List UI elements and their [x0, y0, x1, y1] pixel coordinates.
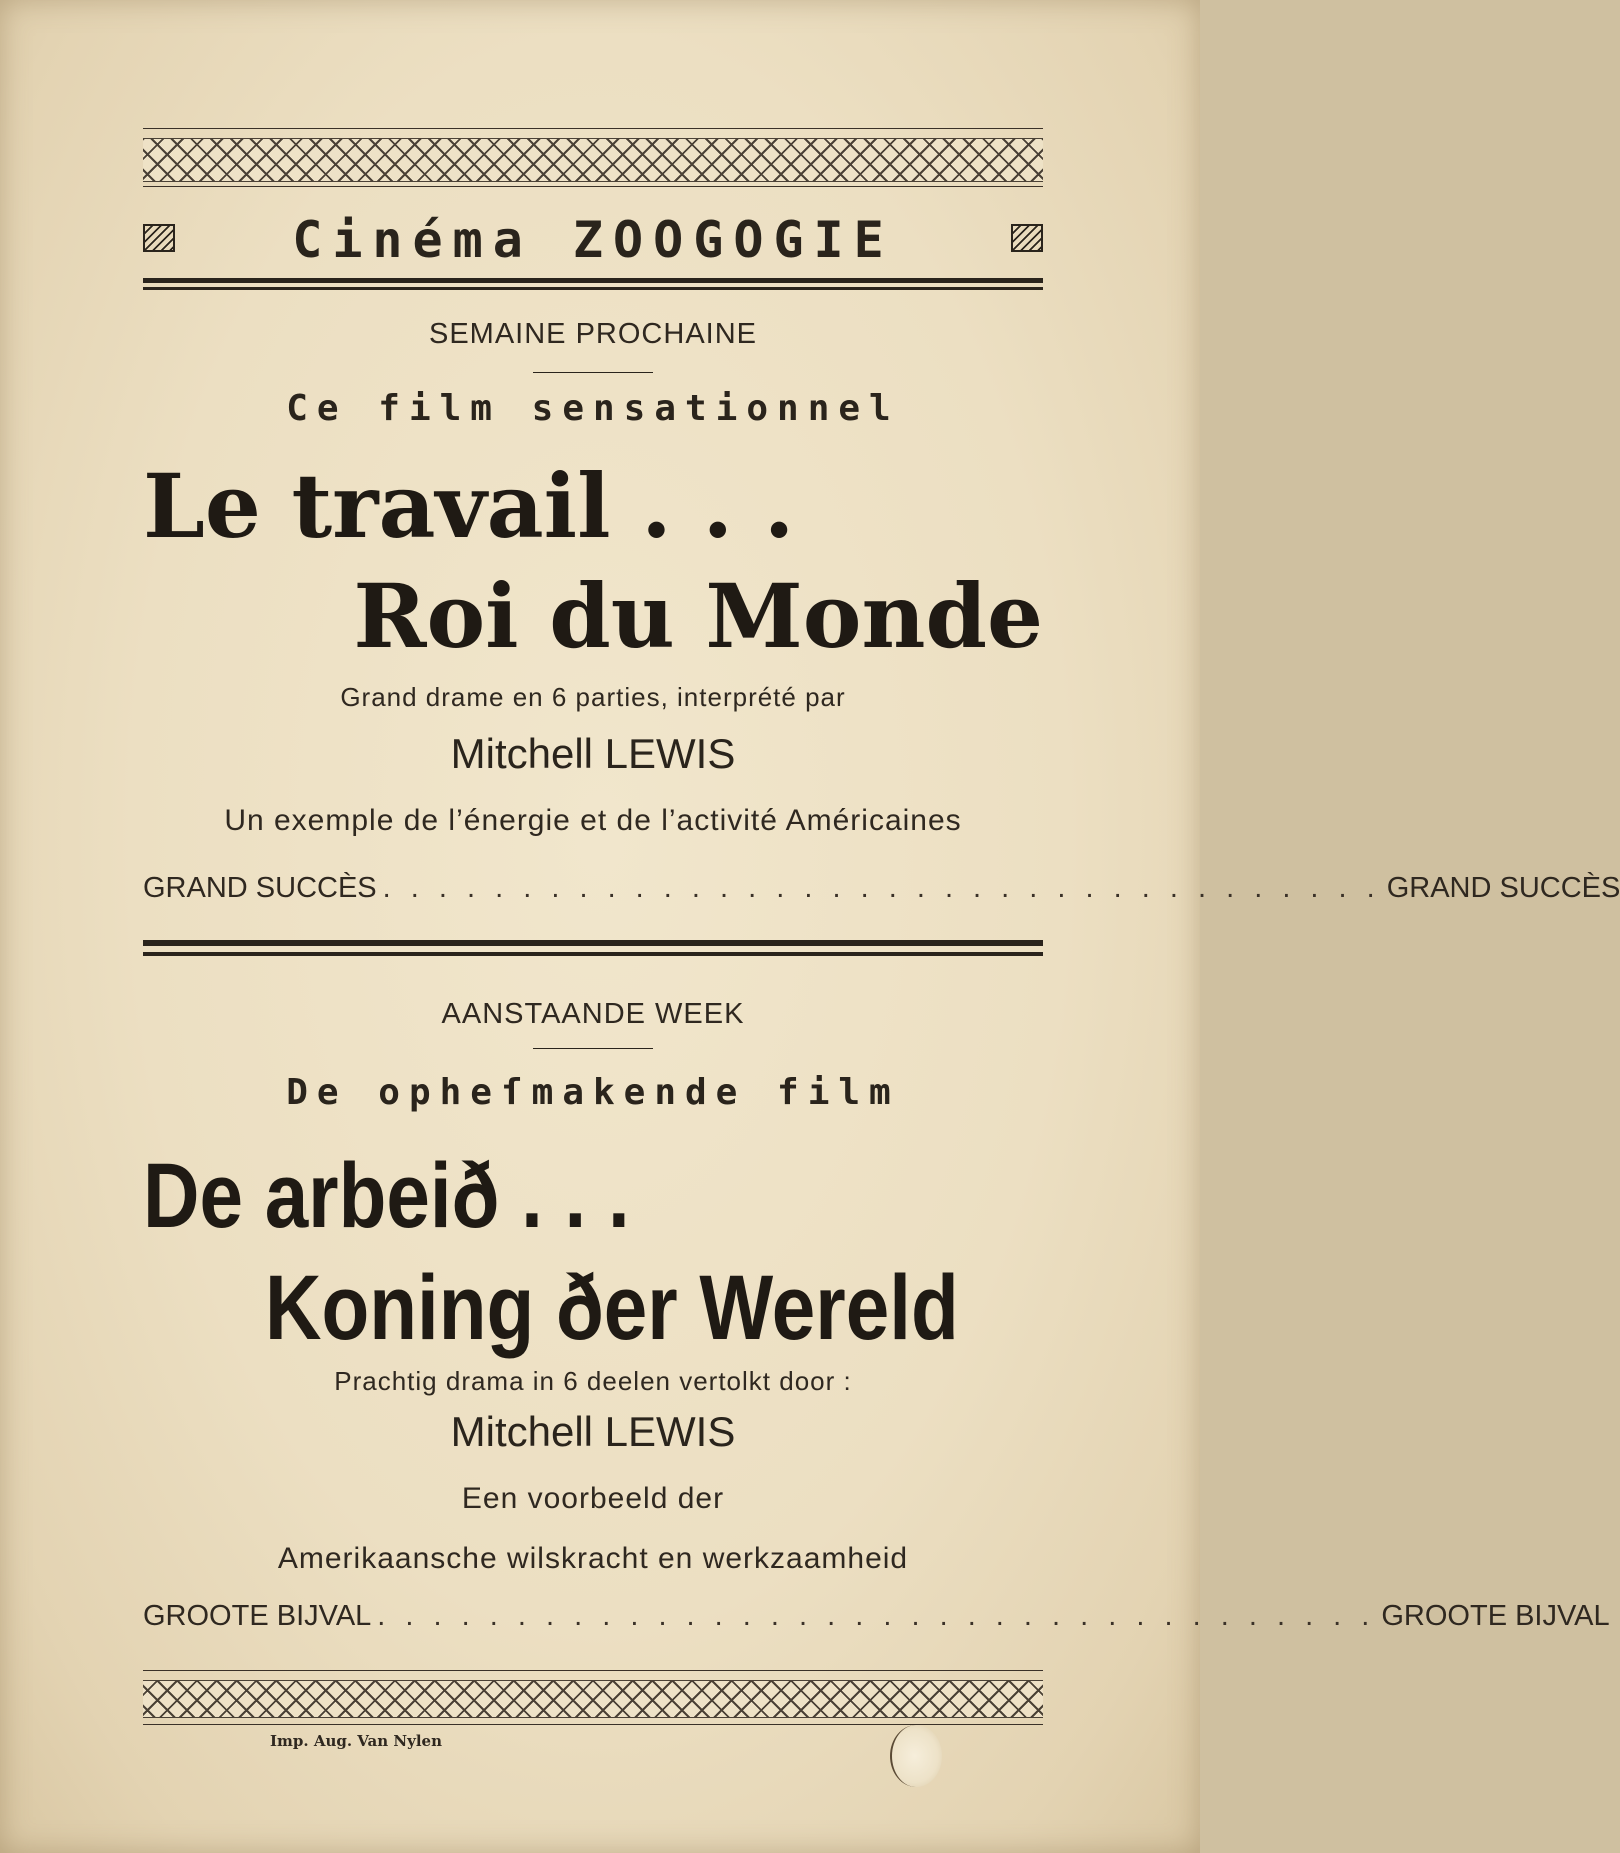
french-success-right: GRAND SUCCÈS	[1386, 872, 1620, 904]
french-actor: Mitchell LEWIS	[450, 730, 736, 777]
dutch-success-left: GROOTE BIJVAL	[143, 1600, 372, 1632]
french-description: Grand drame en 6 parties, interprété par	[340, 682, 846, 712]
bottom-thin-rule	[143, 1670, 1043, 1671]
french-title-line1: Le travail . . .	[143, 454, 795, 558]
right-ornament-icon	[1011, 224, 1043, 252]
dutch-tagline-line1: Een voorbeeld der	[461, 1482, 725, 1515]
french-short-rule	[533, 372, 653, 373]
dutch-short-rule	[533, 1048, 653, 1049]
cinema-name: Cinéma ZOOGOGIE	[292, 211, 894, 269]
section-divider-rule	[143, 940, 1043, 956]
french-success-left: GRAND SUCCÈS	[143, 872, 377, 904]
dutch-success-row	[143, 1600, 1610, 1633]
dutch-description: Prachtig drama in 6 deelen vertolkt door :	[334, 1366, 852, 1396]
printer-credit: Imp. Aug. Van Nylen	[270, 1732, 442, 1750]
dutch-tagline-line2: Amerikaansche wilskracht en werkzaamheid	[277, 1542, 909, 1575]
french-tagline: Un exemple de l’énergie et de l’activité Américaines	[224, 804, 962, 837]
dutch-section-label: AANSTAANDE WEEK	[441, 998, 745, 1030]
leader-dots: . . . . . . . . . . . . . . . . . . . . . . . . . . . . . . . . . . . .	[382, 872, 1381, 904]
french-success-row	[143, 872, 1620, 905]
leader-dots: . . . . . . . . . . . . . . . . . . . . . . . . . . . . . . . . . . . .	[377, 1600, 1376, 1632]
top-ornamental-border	[143, 138, 1043, 182]
dutch-intro: De opheſmakende film	[286, 1072, 900, 1113]
french-intro: Ce film sensationnel	[286, 388, 900, 429]
header-double-rule	[143, 278, 1043, 290]
top-thin-rule	[143, 128, 1043, 129]
dutch-title-line1: De arbeið . . .	[143, 1145, 630, 1247]
bottom-thin-rule-lower	[143, 1724, 1043, 1725]
cinema-header	[143, 210, 1043, 270]
dutch-success-right: GROOTE BIJVAL	[1381, 1600, 1610, 1632]
dutch-actor: Mitchell LEWIS	[450, 1408, 736, 1455]
top-thin-rule-lower	[143, 186, 1043, 187]
bottom-ornamental-border	[143, 1680, 1043, 1718]
punched-hole	[890, 1725, 942, 1787]
french-section-label: SEMAINE PROCHAINE	[429, 318, 757, 350]
dutch-title-line2: Koning ðer Wereld	[265, 1257, 959, 1359]
french-title-line2: Roi du Monde	[353, 564, 1043, 668]
